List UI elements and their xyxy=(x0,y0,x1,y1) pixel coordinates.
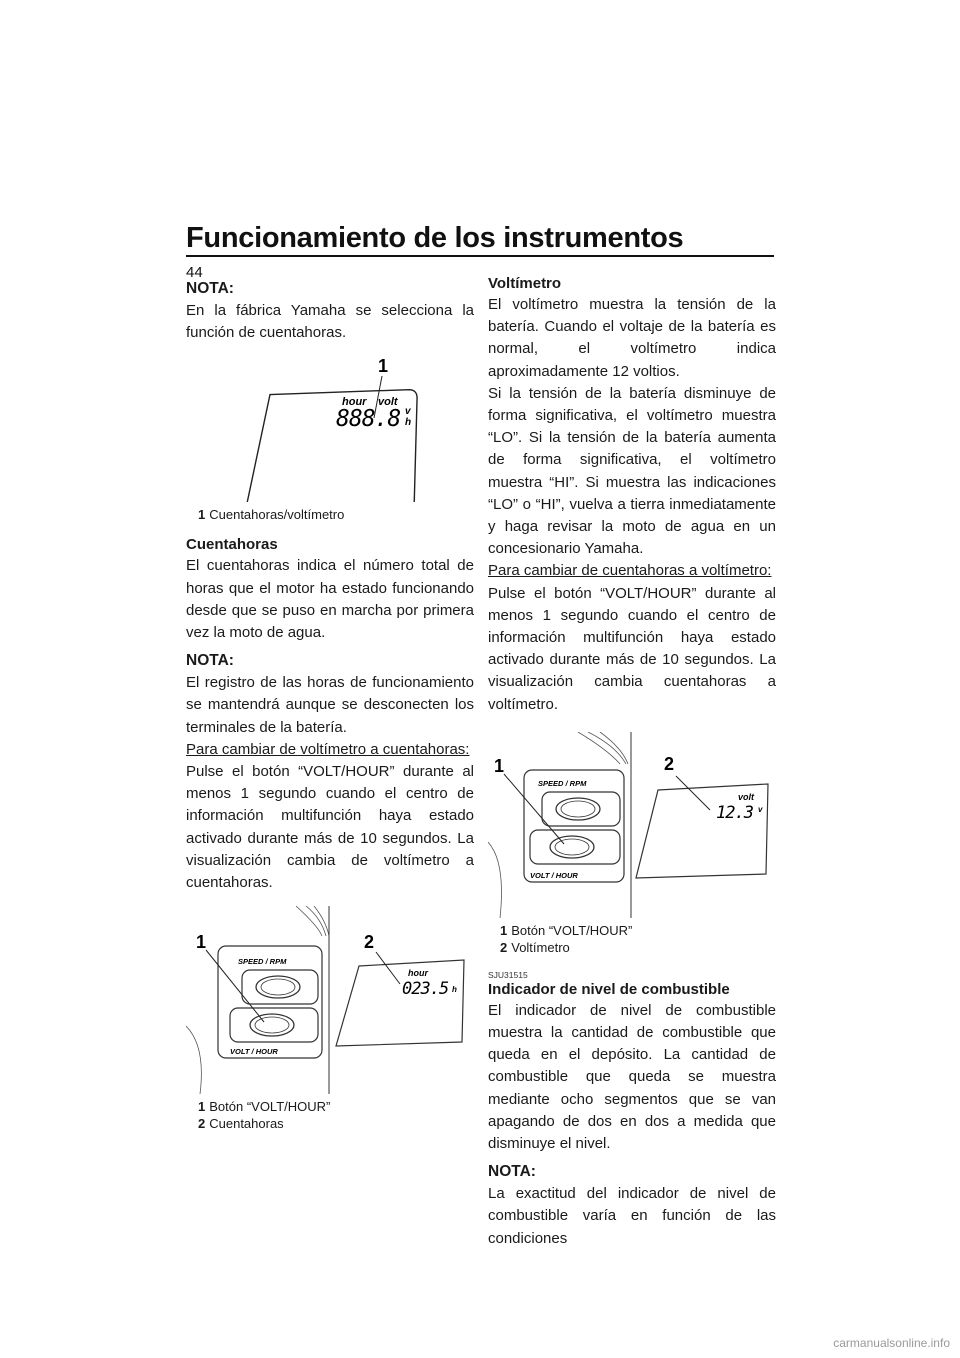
speed-rpm-button[interactable] xyxy=(242,970,318,1004)
caption-text: Cuentahoras/voltímetro xyxy=(209,507,345,523)
fuel-heading: Indicador de nivel de combustible xyxy=(488,980,730,998)
figure-meter-display xyxy=(186,352,474,502)
nota-text: En la fábrica Yamaha se selecciona la función de cuentahoras. xyxy=(186,302,474,342)
volt-hour-button[interactable] xyxy=(530,830,620,864)
figure-button-hour xyxy=(186,906,474,1094)
nota-text: La exactitud del indicador de nivel de combustible varía en función de las condiciones xyxy=(488,1185,776,1247)
procedure-text: Pulse el botón “VOLT/HOUR” durante al menos 1 segundo cuando el centro de información multifunción haya estado activado durante más de 10 segundos. La visualización cambia de voltímetro a cuentahoras. xyxy=(186,763,474,892)
fuel-text: El indicador de nivel de combustible muestra la cantidad de combustible que queda en el depósito. La cantidad de combustible que queda se muestra mediante ocho segmentos que se van apagando de dos en dos a medida que disminuye el nivel. xyxy=(488,1001,776,1153)
figure-button-volt xyxy=(488,732,776,918)
callout-2: 2 xyxy=(664,753,675,774)
volt-hour-label: VOLT / HOUR xyxy=(230,1047,278,1057)
caption-text: Botón “VOLT/HOUR” xyxy=(209,1099,331,1115)
lcd-value: 12.3 xyxy=(716,802,753,823)
watermark: carmanualsonline.info xyxy=(833,1336,950,1350)
caption-text: Botón “VOLT/HOUR” xyxy=(511,922,633,938)
nota-label: NOTA: xyxy=(186,652,234,670)
nota-text: El registro de las horas de funcionamiento se mantendrá aunque se desconecten los terminales de la batería. xyxy=(186,674,474,736)
caption-number: 2 xyxy=(500,939,508,955)
voltimetro-text: Si la tensión de la batería disminuye de forma significativa, el voltímetro muestra “LO”. Si la tensión de la batería aumenta de forma significativa, el voltímetro muestra “HI”. Si muestra las indicaciones “LO” o “HI”, vuelva a tierra inmediatamente y haga revisar la moto de agua en un concesionario Yamaha. xyxy=(488,384,776,558)
caption-text: Voltímetro xyxy=(511,939,570,955)
page-title: Funcionamiento de los instrumentos xyxy=(186,222,684,254)
lcd-unit: h xyxy=(452,985,457,995)
caption-number: 2 xyxy=(198,1116,206,1132)
procedure-heading: Para cambiar de voltímetro a cuentahoras: xyxy=(186,740,470,758)
voltimetro-heading: Voltímetro xyxy=(488,275,562,292)
caption-number: 1 xyxy=(198,1099,206,1115)
section-code: SJU31515 xyxy=(488,969,528,980)
speed-rpm-button[interactable] xyxy=(542,792,620,826)
lcd-outline xyxy=(336,960,464,1046)
nota-label: NOTA: xyxy=(186,280,234,297)
title-rule xyxy=(186,255,774,257)
caption-number: 1 xyxy=(500,922,508,938)
callout-1: 1 xyxy=(494,755,505,776)
volt-hour-button[interactable] xyxy=(230,1008,318,1042)
right-column xyxy=(488,272,776,1250)
lcd-value: 888.8 xyxy=(336,406,401,433)
lcd-unit: v xyxy=(758,804,763,814)
speed-rpm-label: SPEED / RPM xyxy=(538,778,587,788)
figure-caption xyxy=(186,506,474,523)
lcd-value: 023.5 xyxy=(402,979,449,1000)
callout-1: 1 xyxy=(196,932,207,953)
volt-hour-label: VOLT / HOUR xyxy=(530,870,578,880)
speed-rpm-label: SPEED / RPM xyxy=(238,957,287,967)
left-column xyxy=(186,272,474,1132)
procedure-text: Pulse el botón “VOLT/HOUR” durante al menos 1 segundo cuando el centro de información multifunción haya estado activado durante más de 10 segundos. La visualización cambia cuentahoras a voltímetro. xyxy=(488,584,776,713)
voltimetro-text: El voltímetro muestra la tensión de la batería. Cuando el voltaje de la batería es normal, el voltímetro indica aproximadamente 12 voltios. xyxy=(488,296,776,380)
unit-v: v xyxy=(405,406,411,418)
callout-2: 2 xyxy=(364,932,375,953)
figure-caption xyxy=(488,922,776,956)
callout-1: 1 xyxy=(378,356,389,377)
cuentahoras-heading: Cuentahoras xyxy=(186,536,278,554)
procedure-heading: Para cambiar de cuentahoras a voltímetro: xyxy=(488,562,772,580)
lcd-label: volt xyxy=(738,791,755,802)
figure-caption xyxy=(186,1098,474,1132)
caption-number: 1 xyxy=(198,507,206,523)
caption-text: Cuentahoras xyxy=(209,1116,284,1132)
nota-label: NOTA: xyxy=(488,1163,536,1181)
page-number: 44 xyxy=(186,264,203,281)
cuentahoras-text: El cuentahoras indica el número total de horas que el motor ha estado funcionando desde que se puso en marcha por primera vez la moto de agua. xyxy=(186,557,474,642)
volt-label: volt xyxy=(378,396,398,409)
hour-label: hour xyxy=(342,396,367,409)
unit-h: h xyxy=(405,417,412,429)
lcd-label: hour xyxy=(408,968,428,979)
